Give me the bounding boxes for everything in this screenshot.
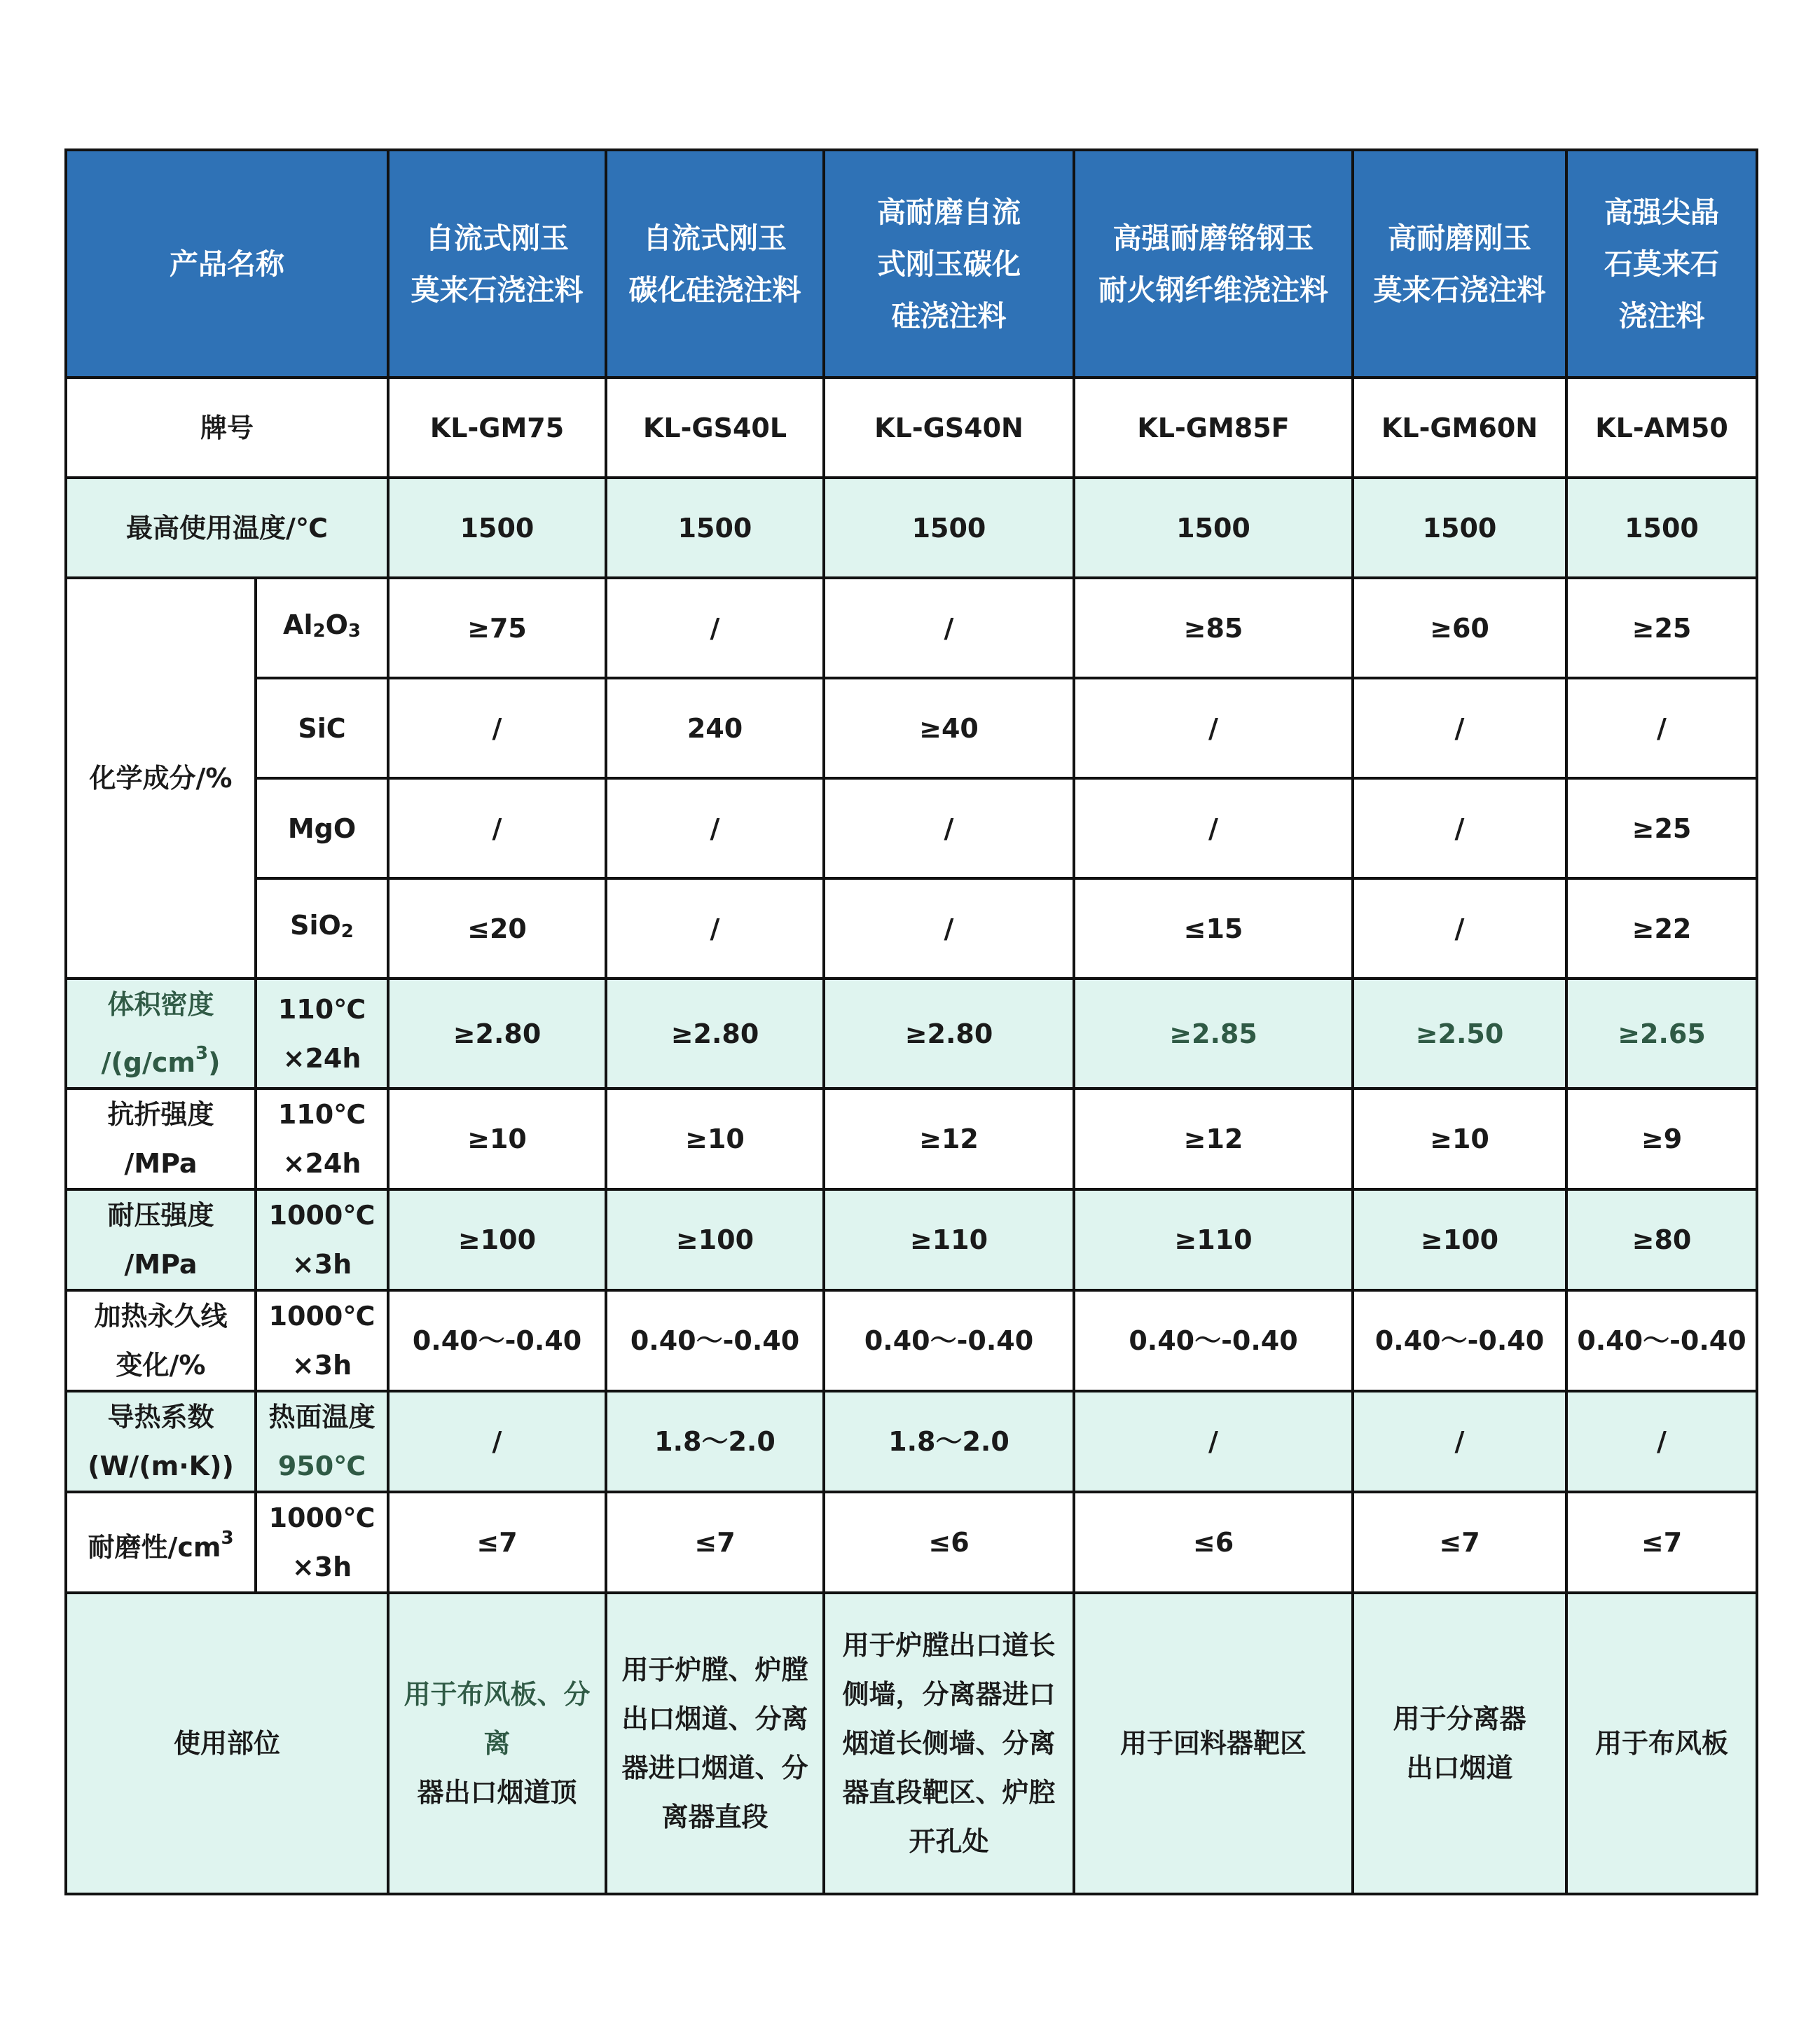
value-cell: / [1074, 678, 1353, 778]
condition-line: 热面温度 [268, 1402, 375, 1432]
chem-name: MgO [256, 778, 388, 878]
grade-cell: KL-GM75 [388, 378, 606, 478]
grade-cell: KL-GM60N [1353, 378, 1566, 478]
product-header: 高强耐磨铬钢玉 耐火钢纤维浇注料 [1074, 150, 1353, 378]
value-cell: ≥100 [388, 1189, 606, 1290]
value-cell: ≤6 [824, 1492, 1074, 1593]
value-cell: ≥60 [1353, 578, 1566, 678]
usage-cell: 用于回料器靶区 [1074, 1593, 1353, 1894]
usage-cell: 用于炉膛出口道长 侧墙，分离器进口 烟道长侧墙、分离 器直段靶区、炉腔 开孔处 [824, 1593, 1074, 1894]
product-header: 高耐磨刚玉 莫来石浇注料 [1353, 150, 1566, 378]
value-cell: / [388, 1391, 606, 1492]
value-cell: / [1074, 778, 1353, 878]
value-cell: 1500 [824, 478, 1074, 578]
grade-row [66, 378, 1757, 478]
value-cell: 1500 [388, 478, 606, 578]
value-cell: 1500 [1566, 478, 1757, 578]
compressive-row [66, 1189, 1757, 1290]
product-header: 高强尖晶 石莫来石 浇注料 [1566, 150, 1757, 378]
usage-cell: 用于炉膛、炉膛 出口烟道、分离 器进口烟道、分 离器直段 [606, 1593, 824, 1894]
usage-line: 离 [483, 1728, 511, 1759]
value-cell: ≥25 [1566, 578, 1757, 678]
value-cell: ≤6 [1074, 1492, 1353, 1593]
value-cell: / [1353, 1391, 1566, 1492]
chem-subscript: 2 [312, 621, 326, 642]
value-cell: / [606, 578, 824, 678]
value-cell: ≥2.80 [824, 979, 1074, 1088]
value-cell: / [1566, 1391, 1757, 1492]
value-cell: 1.8～2.0 [824, 1391, 1074, 1492]
grade-cell: KL-AM50 [1566, 378, 1757, 478]
value-cell: / [606, 878, 824, 979]
condition-cell: 1000℃ ×3h [256, 1290, 388, 1391]
chem-name [256, 878, 388, 979]
usage-row [66, 1593, 1757, 1894]
value-cell: ≥110 [824, 1189, 1074, 1290]
value-cell: ≥9 [1566, 1088, 1757, 1189]
value-cell: ≥100 [606, 1189, 824, 1290]
chem-name-part: O [325, 609, 348, 640]
value-cell: ≥10 [1353, 1088, 1566, 1189]
value-cell: ≥110 [1074, 1189, 1353, 1290]
chem-row-mgo [66, 778, 1757, 878]
spec-table [64, 148, 1758, 1895]
product-header: 自流式刚玉 莫来石浇注料 [388, 150, 606, 378]
row-label [66, 979, 256, 1088]
flexural-row [66, 1088, 1757, 1189]
value-cell: ≥75 [388, 578, 606, 678]
header-row [66, 150, 1757, 378]
thermal-row [66, 1391, 1757, 1492]
value-cell: ≥2.85 [1074, 979, 1353, 1088]
usage-line: 器出口烟道顶 [417, 1777, 577, 1808]
chem-row-sic [66, 678, 1757, 778]
product-name-header: 产品名称 [66, 150, 388, 378]
value-cell: / [824, 778, 1074, 878]
row-label: 抗折强度 /MPa [66, 1088, 256, 1189]
chem-subscript: 3 [347, 621, 361, 642]
value-cell: ≥12 [1074, 1088, 1353, 1189]
row-label: 最高使用温度/℃ [66, 478, 388, 578]
value-cell: ≤7 [388, 1492, 606, 1593]
value-cell: / [824, 578, 1074, 678]
max-temp-row [66, 478, 1757, 578]
value-cell: / [1074, 1391, 1353, 1492]
value-cell: 1500 [1074, 478, 1353, 578]
usage-cell [388, 1593, 606, 1894]
value-cell: ≥10 [388, 1088, 606, 1189]
value-cell: 0.40～-0.40 [1566, 1290, 1757, 1391]
product-header: 高耐磨自流 式刚玉碳化 硅浇注料 [824, 150, 1074, 378]
linear-change-row [66, 1290, 1757, 1391]
value-cell: ≥12 [824, 1088, 1074, 1189]
value-cell: 1500 [1353, 478, 1566, 578]
chem-name-part: SiO [290, 910, 341, 941]
value-cell: 0.40～-0.40 [388, 1290, 606, 1391]
condition-temp: 950℃ [277, 1451, 366, 1481]
value-cell: 0.40～-0.40 [824, 1290, 1074, 1391]
usage-cell: 用于布风板 [1566, 1593, 1757, 1894]
value-cell: ≥80 [1566, 1189, 1757, 1290]
value-cell: ≥2.50 [1353, 979, 1566, 1088]
chem-name-part: Al [283, 609, 313, 640]
value-cell: ≤20 [388, 878, 606, 979]
value-cell: ≥10 [606, 1088, 824, 1189]
value-cell: 240 [606, 678, 824, 778]
density-superscript: 3 [195, 1043, 209, 1064]
value-cell: 1.8～2.0 [606, 1391, 824, 1492]
value-cell: / [1353, 878, 1566, 979]
grade-cell: KL-GS40N [824, 378, 1074, 478]
density-label-2: /(g/cm [101, 1047, 195, 1078]
value-cell: / [1353, 778, 1566, 878]
row-label: 耐压强度 /MPa [66, 1189, 256, 1290]
value-cell: / [1353, 678, 1566, 778]
condition-cell: 110℃ ×24h [256, 1088, 388, 1189]
density-row [66, 979, 1757, 1088]
value-cell: / [388, 778, 606, 878]
abrasion-label: 耐磨性/cm [88, 1531, 221, 1563]
value-cell: ≥25 [1566, 778, 1757, 878]
row-label: 加热永久线 变化/% [66, 1290, 256, 1391]
value-cell: / [824, 878, 1074, 979]
value-cell: ≤7 [606, 1492, 824, 1593]
condition-cell: 1000℃ ×3h [256, 1492, 388, 1593]
condition-cell: 110℃ ×24h [256, 979, 388, 1088]
condition-cell: 1000℃ ×3h [256, 1189, 388, 1290]
density-label-3: ) [208, 1047, 221, 1078]
value-cell: 0.40～-0.40 [1353, 1290, 1566, 1391]
row-label: 导热系数 (W/(m·K)) [66, 1391, 256, 1492]
value-cell: ≤7 [1353, 1492, 1566, 1593]
grade-cell: KL-GS40L [606, 378, 824, 478]
abrasion-row [66, 1492, 1757, 1593]
value-cell: ≥40 [824, 678, 1074, 778]
value-cell: / [1566, 678, 1757, 778]
chem-name: SiC [256, 678, 388, 778]
value-cell: ≤7 [1566, 1492, 1757, 1593]
value-cell: ≥85 [1074, 578, 1353, 678]
value-cell: ≥2.80 [606, 979, 824, 1088]
row-label [66, 1492, 256, 1593]
value-cell: ≥2.65 [1566, 979, 1757, 1088]
chem-row-sio2 [66, 878, 1757, 979]
chem-label: 化学成分/% [66, 578, 256, 979]
usage-line: 用于布风板、分 [404, 1679, 591, 1710]
condition-cell [256, 1391, 388, 1492]
value-cell: ≥2.80 [388, 979, 606, 1088]
grade-cell: KL-GM85F [1074, 378, 1353, 478]
density-label-1: 体积密度 [107, 989, 214, 1020]
row-label: 牌号 [66, 378, 388, 478]
chem-subscript: 2 [340, 921, 354, 942]
value-cell: / [606, 778, 824, 878]
value-cell: ≤15 [1074, 878, 1353, 979]
chem-row-al2o3 [66, 578, 1757, 678]
value-cell: 1500 [606, 478, 824, 578]
abrasion-superscript: 3 [221, 1527, 234, 1549]
chem-name [256, 578, 388, 678]
product-header: 自流式刚玉 碳化硅浇注料 [606, 150, 824, 378]
value-cell: 0.40～-0.40 [606, 1290, 824, 1391]
usage-cell: 用于分离器 出口烟道 [1353, 1593, 1566, 1894]
value-cell: ≥100 [1353, 1189, 1566, 1290]
value-cell: 0.40～-0.40 [1074, 1290, 1353, 1391]
value-cell: / [388, 678, 606, 778]
value-cell: ≥22 [1566, 878, 1757, 979]
row-label: 使用部位 [66, 1593, 388, 1894]
